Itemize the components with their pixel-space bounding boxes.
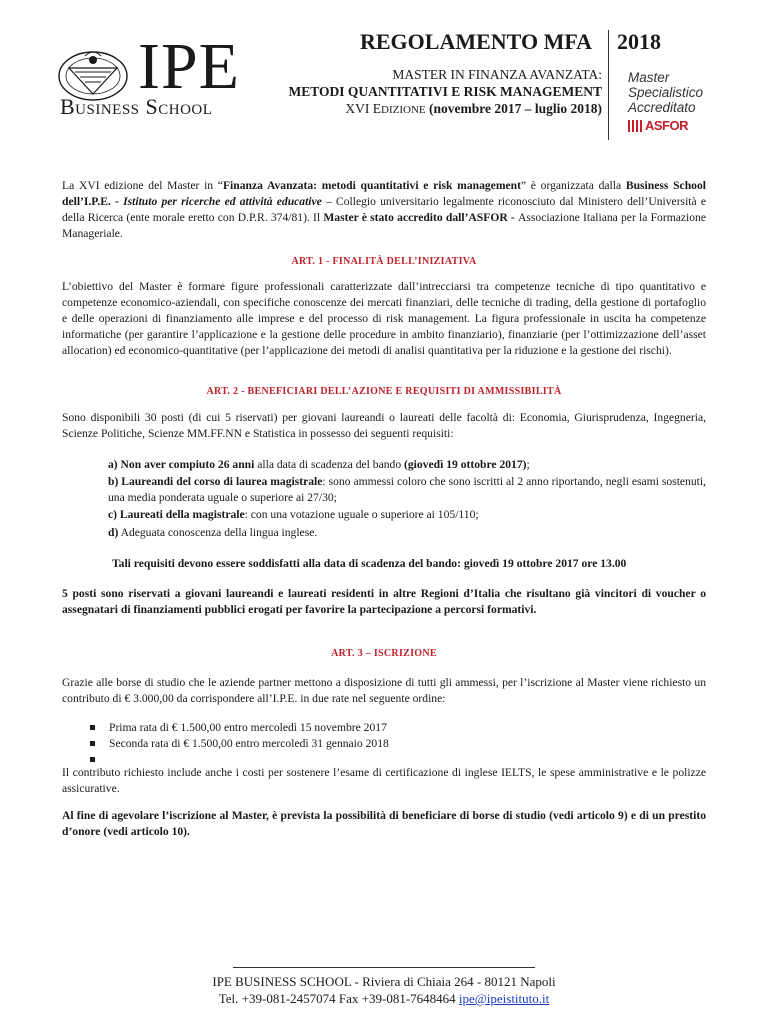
list-item: Seconda rata di € 1.500,00 entro mercoledì 31 gennaio 2018 bbox=[90, 736, 490, 752]
document-year: 2018 bbox=[617, 29, 661, 54]
requirement-a: a) Non aver compiuto 26 anni alla data di scadenza del bando (giovedì 19 ottobre 2017); bbox=[108, 458, 530, 471]
email-link[interactable]: ipe@ipeistituto.it bbox=[458, 991, 550, 1006]
asfor-accreditation-badge bbox=[628, 70, 728, 133]
asfor-logo bbox=[628, 118, 728, 133]
logo-school-text: Business School bbox=[60, 94, 213, 119]
art-3-heading: ART. 3 – ISCRIZIONE bbox=[331, 648, 437, 659]
footer-contacts: Tel. +39-081-2457074 Fax +39-081-7648464 ipe@ipeistituto.it bbox=[218, 991, 550, 1006]
header-line-2: METODI QUANTITATIVI E RISK MANAGEMENT bbox=[288, 84, 602, 99]
badge-line-2: Specialistico bbox=[628, 85, 704, 100]
footer-divider bbox=[233, 967, 535, 968]
badge-line-3: Accreditato bbox=[628, 100, 696, 115]
badge-line-1: Master bbox=[628, 70, 670, 85]
reserved-places-note: 5 posti sono riservati a giovani laureandi e laureati residenti in altre Regioni d’Italia che risultano già vincitori di voucher o assegnatari di finanziamenti pubblici erogati per favorire la partecipazione a percorsi formativi. bbox=[62, 587, 706, 616]
intro-paragraph: La XVI edizione del Master in “Finanza Avanzata: metodi quantitativi e risk management” è organizzata dalla Business School dell’I.P.E. - Istituto per ricerche ed attività educative – Collegio universitario legalmente riconosciuto dal Ministero dell’Università e della Ricerca (ente morale eretto con D.P.R. 374/81). Il Master è stato accredito dall’ASFOR - Associazione Italiana per la Formazione Manageriale. bbox=[62, 179, 706, 240]
list-item: Prima rata di € 1.500,00 entro mercoledì 15 novembre 2017 bbox=[90, 720, 490, 736]
bullet-icon bbox=[90, 741, 95, 746]
art-1-heading: ART. 1 - FINALITÀ DELL’INIZIATIVA bbox=[291, 256, 477, 267]
requirement-c: c) Laureati della magistrale: con una votazione uguale o superiore ai 105/110; bbox=[108, 508, 479, 521]
fee-details-paragraph: Il contributo richiesto include anche i costi per sostenere l’esame di certificazione di inglese IELTS, le spese amministrative e le polizze assicurative. bbox=[62, 766, 706, 795]
asfor-bars-icon bbox=[628, 120, 642, 132]
header-line-1: MASTER IN FINANZA AVANZATA: bbox=[392, 67, 602, 82]
art-1-paragraph: L’obiettivo del Master è formare figure professionali caratterizzate dall’intrecciarsi tra competenze tecniche di tipo quantitativo e competenze economico-aziendali, con specifiche conoscenze dei mercati finanziari, delle tecniche di trading, della gestione di portafoglio e delle operazioni di finanziamento alle imprese e del processo di risk management. La figura professionale in uscita ha competenze informatiche (per garantire l’applicazione e la gestione delle procedure in ambito finanziario), finanziarie (per l’ottimizzazione dell’asset allocation) ed economico-quantitative (per l’applicazione dei metodi di analisi quantitativa per la riduzione e la gestione dei rischi). bbox=[62, 280, 706, 357]
asfor-brand-text: ASFOR bbox=[645, 118, 688, 133]
document-title: REGOLAMENTO MFA bbox=[360, 29, 593, 54]
header-divider bbox=[608, 30, 609, 140]
footer-address: IPE BUSINESS SCHOOL - Riviera di Chiaia 264 - 80121 Napoli bbox=[212, 974, 556, 989]
requirement-d: d) Adeguata conoscenza della lingua inglese. bbox=[108, 526, 318, 539]
deadline-note: Tali requisiti devono essere soddisfatti alla data di scadenza del bando: giovedì 19 ottobre 2017 ore 13.00 bbox=[112, 557, 627, 570]
art-2-paragraph: Sono disponibili 30 posti (di cui 5 riservati) per giovani laureandi o laureati delle facoltà di: Economia, Giurisprudenza, Ingegneria, Scienze Politiche, Scienze MM.FF.NN e Statistica in possesso dei seguenti requisiti: bbox=[62, 411, 706, 440]
bullet-icon bbox=[90, 757, 95, 762]
logo-ipe-text: IPE bbox=[138, 30, 240, 103]
bullet-icon bbox=[90, 725, 95, 730]
header-line-3: XVI EDIZIONE (novembre 2017 – luglio 2018) bbox=[345, 101, 602, 116]
art-3-paragraph: Grazie alle borse di studio che le aziende partner mettono a disposizione di tutti gli ammessi, per l’iscrizione al Master viene richiesto un contributo di € 3.000,00 da corrispondere all’I.P.E. in due rate nel seguente ordine: bbox=[62, 676, 706, 705]
requirement-b: b) Laureandi del corso di laurea magistrale: sono ammessi coloro che sono iscritti al 2 anno riportando, negli esami sostenuti, una media ponderata uguale o superiore ai 27/30; bbox=[108, 475, 706, 504]
art-2-heading: ART. 2 - BENEFICIARI DELL’AZIONE E REQUISITI DI AMMISSIBILITÀ bbox=[206, 386, 562, 397]
scholarship-note: Al fine di agevolare l’iscrizione al Master, è prevista la possibilità di beneficiare di borse di studio (vedi articolo 9) e di un prestito d’onore (vedi articolo 10). bbox=[62, 809, 706, 838]
